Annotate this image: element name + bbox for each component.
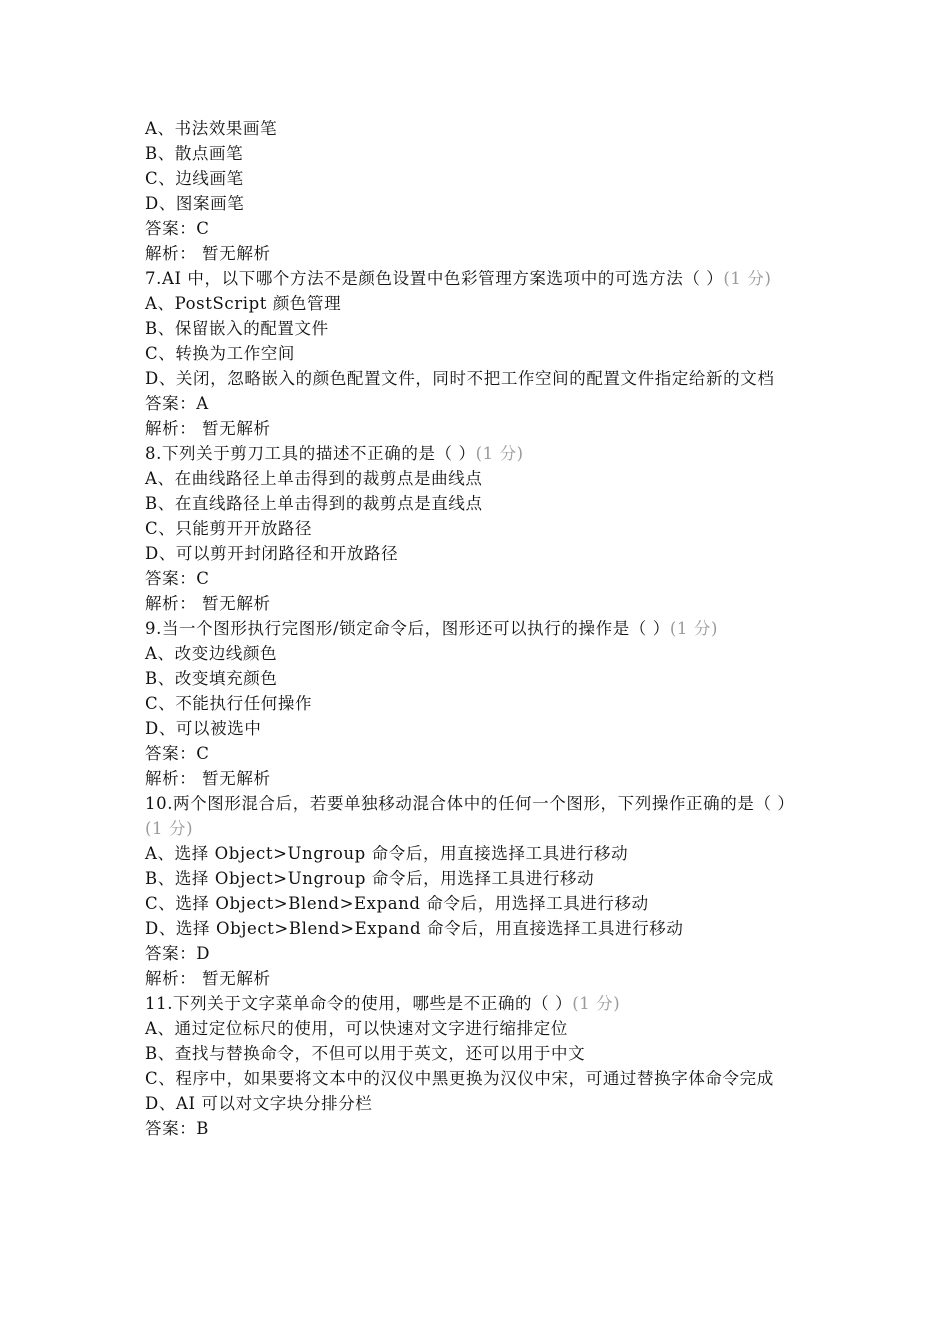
question-9-score: (1 分)	[669, 619, 718, 638]
question-11-answer: 答案：B	[145, 1119, 210, 1138]
question-9-block	[145, 616, 810, 791]
question-9-option-b: B、改变填充颜色	[145, 669, 278, 688]
question-7-block	[145, 266, 810, 441]
question-11-stem	[145, 991, 810, 1016]
question-11-stem-text: 11.下列关于文字菜单命令的使用，哪些是不正确的（ ）	[145, 994, 573, 1013]
question-8-score: (1 分)	[475, 444, 524, 463]
question-7-stem	[145, 266, 810, 291]
question-8-stem	[145, 441, 810, 466]
question-8-option-d: D、可以剪开封闭路径和开放路径	[145, 544, 399, 563]
question-11-option-c: C、程序中，如果要将文本中的汉仪中黑更换为汉仪中宋，可通过替换字体命令完成	[145, 1069, 774, 1088]
question-6-answer: 答案：C	[145, 219, 210, 238]
question-10-block	[145, 791, 810, 991]
question-11-option-a: A、通过定位标尺的使用，可以快速对文字进行缩排定位	[145, 1019, 568, 1038]
question-6-option-b: B、散点画笔	[145, 144, 244, 163]
question-9-analysis: 解析： 暂无解析	[145, 769, 271, 788]
question-6-option-c: C、边线画笔	[145, 169, 244, 188]
question-7-option-c: C、转换为工作空间	[145, 344, 296, 363]
question-10-stem	[145, 791, 810, 841]
question-7-option-d: D、关闭，忽略嵌入的颜色配置文件，同时不把工作空间的配置文件指定给新的文档	[145, 369, 775, 388]
question-10-score: (1 分)	[145, 819, 194, 838]
question-8-stem-text: 8.下列关于剪刀工具的描述不正确的是（ ）	[145, 444, 476, 463]
question-7-analysis: 解析： 暂无解析	[145, 419, 271, 438]
question-9-option-c: C、不能执行任何操作	[145, 694, 313, 713]
question-10-option-c: C、选择 Object>Blend>Expand 命令后，用选择工具进行移动	[145, 894, 649, 913]
question-9-stem-text: 9.当一个图形执行完图形/锁定命令后，图形还可以执行的操作是（ ）	[145, 619, 670, 638]
question-10-option-a: A、选择 Object>Ungroup 命令后，用直接选择工具进行移动	[145, 844, 629, 863]
question-8-analysis: 解析： 暂无解析	[145, 594, 271, 613]
question-7-stem-text: 7.AI 中，以下哪个方法不是颜色设置中色彩管理方案选项中的可选方法（ ）	[145, 269, 724, 288]
question-8-option-c: C、只能剪开开放路径	[145, 519, 313, 538]
question-11-block	[145, 991, 810, 1141]
question-8-option-a: A、在曲线路径上单击得到的裁剪点是曲线点	[145, 469, 483, 488]
question-7-option-a: A、PostScript 颜色管理	[145, 294, 342, 313]
question-8-answer: 答案：C	[145, 569, 210, 588]
question-11-score: (1 分)	[572, 994, 621, 1013]
question-9-answer: 答案：C	[145, 744, 210, 763]
question-7-answer: 答案：A	[145, 394, 209, 413]
question-10-analysis: 解析： 暂无解析	[145, 969, 271, 988]
question-9-option-d: D、可以被选中	[145, 719, 262, 738]
question-10-option-d: D、选择 Object>Blend>Expand 命令后，用直接选择工具进行移动	[145, 919, 684, 938]
question-6-option-a: A、书法效果画笔	[145, 119, 278, 138]
question-6-option-d: D、图案画笔	[145, 194, 245, 213]
question-6-block	[145, 116, 810, 266]
question-7-option-b: B、保留嵌入的配置文件	[145, 319, 329, 338]
question-10-answer: 答案：D	[145, 944, 211, 963]
question-10-option-b: B、选择 Object>Ungroup 命令后，用选择工具进行移动	[145, 869, 595, 888]
question-11-option-d: D、AI 可以对文字块分排分栏	[145, 1094, 373, 1113]
question-6-analysis: 解析： 暂无解析	[145, 244, 271, 263]
question-9-option-a: A、改变边线颜色	[145, 644, 278, 663]
question-10-stem-text: 10.两个图形混合后，若要单独移动混合体中的任何一个图形，下列操作正确的是（ ）	[145, 794, 795, 813]
question-7-score: (1 分)	[723, 269, 772, 288]
question-9-stem	[145, 616, 810, 641]
document-page	[145, 116, 810, 1141]
question-8-option-b: B、在直线路径上单击得到的裁剪点是直线点	[145, 494, 483, 513]
question-11-option-b: B、查找与替换命令，不但可以用于英文，还可以用于中文	[145, 1044, 586, 1063]
question-8-block	[145, 441, 810, 616]
